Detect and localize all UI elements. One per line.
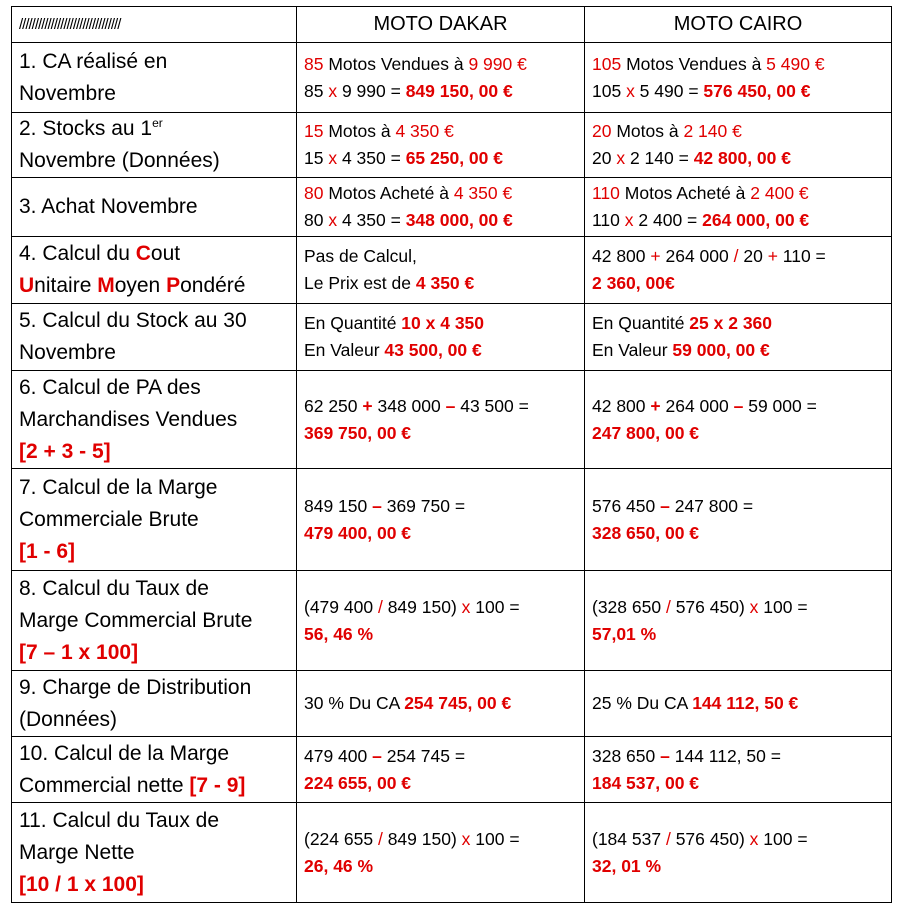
cairo-cell: (328 650 / 576 450) x 100 = 57,01 % bbox=[585, 571, 892, 671]
row-label: 6. Calcul de PA des Marchandises Vendues [2 + 3 - 5] bbox=[12, 371, 297, 469]
table-row bbox=[12, 737, 892, 803]
row-label: 2. Stocks au 1er Novembre (Données) bbox=[12, 113, 297, 178]
cairo-cell: 20 Motos à 2 140 € 20 x 2 140 = 42 800, 00 € bbox=[585, 113, 892, 178]
header-moto-cairo: MOTO CAIRO bbox=[585, 7, 892, 43]
table-row bbox=[12, 178, 892, 237]
dakar-cell: 479 400 – 254 745 = 224 655, 00 € bbox=[297, 737, 585, 803]
dakar-cell: 80 Motos Acheté à 4 350 € 80 x 4 350 = 348 000, 00 € bbox=[297, 178, 585, 237]
row-label: 4. Calcul du Cout Unitaire Moyen Pondéré bbox=[12, 237, 297, 304]
header-moto-dakar: MOTO DAKAR bbox=[297, 7, 585, 43]
cairo-cell: 110 Motos Acheté à 2 400 € 110 x 2 400 = 264 000, 00 € bbox=[585, 178, 892, 237]
corner-cell: //////////////////////////////// bbox=[12, 7, 297, 43]
dakar-cell: 849 150 – 369 750 = 479 400, 00 € bbox=[297, 469, 585, 571]
cairo-cell: 25 % Du CA 144 112, 50 € bbox=[585, 671, 892, 737]
cairo-cell: (184 537 / 576 450) x 100 = 32, 01 % bbox=[585, 803, 892, 903]
row-label: 3. Achat Novembre bbox=[12, 178, 297, 237]
cairo-cell: 328 650 – 144 112, 50 = 184 537, 00 € bbox=[585, 737, 892, 803]
table-row bbox=[12, 237, 892, 304]
row-label: 10. Calcul de la Marge Commercial nette [7 - 9] bbox=[12, 737, 297, 803]
table-row bbox=[12, 371, 892, 469]
dakar-cell: 15 Motos à 4 350 € 15 x 4 350 = 65 250, 00 € bbox=[297, 113, 585, 178]
table-row bbox=[12, 803, 892, 903]
comparison-table bbox=[11, 6, 892, 903]
row-label: 1. CA réalisé en Novembre bbox=[12, 43, 297, 113]
dakar-cell: 85 Motos Vendues à 9 990 € 85 x 9 990 = 849 150, 00 € bbox=[297, 43, 585, 113]
row-label: 11. Calcul du Taux de Marge Nette [10 / 1 x 100] bbox=[12, 803, 297, 903]
cairo-cell: 105 Motos Vendues à 5 490 € 105 x 5 490 = 576 450, 00 € bbox=[585, 43, 892, 113]
table-row bbox=[12, 43, 892, 113]
dakar-cell: (224 655 / 849 150) x 100 = 26, 46 % bbox=[297, 803, 585, 903]
table-row bbox=[12, 304, 892, 371]
dakar-cell: 62 250 + 348 000 – 43 500 = 369 750, 00 € bbox=[297, 371, 585, 469]
cairo-cell: 42 800 + 264 000 – 59 000 = 247 800, 00 € bbox=[585, 371, 892, 469]
row-label: 5. Calcul du Stock au 30 Novembre bbox=[12, 304, 297, 371]
cairo-cell: 576 450 – 247 800 = 328 650, 00 € bbox=[585, 469, 892, 571]
table-row bbox=[12, 469, 892, 571]
row-label: 9. Charge de Distribution (Données) bbox=[12, 671, 297, 737]
table-row bbox=[12, 671, 892, 737]
table-row bbox=[12, 113, 892, 178]
cairo-cell: 42 800 + 264 000 / 20 + 110 = 2 360, 00€ bbox=[585, 237, 892, 304]
row-label: 8. Calcul du Taux de Marge Commercial Brute [7 – 1 x 100] bbox=[12, 571, 297, 671]
dakar-cell: 30 % Du CA 254 745, 00 € bbox=[297, 671, 585, 737]
dakar-cell: Pas de Calcul, Le Prix est de 4 350 € bbox=[297, 237, 585, 304]
row-label: 7. Calcul de la Marge Commerciale Brute [1 - 6] bbox=[12, 469, 297, 571]
cairo-cell: En Quantité 25 x 2 360 En Valeur 59 000, 00 € bbox=[585, 304, 892, 371]
table-row bbox=[12, 571, 892, 671]
dakar-cell: (479 400 / 849 150) x 100 = 56, 46 % bbox=[297, 571, 585, 671]
header-row bbox=[12, 7, 892, 43]
dakar-cell: En Quantité 10 x 4 350 En Valeur 43 500, 00 € bbox=[297, 304, 585, 371]
